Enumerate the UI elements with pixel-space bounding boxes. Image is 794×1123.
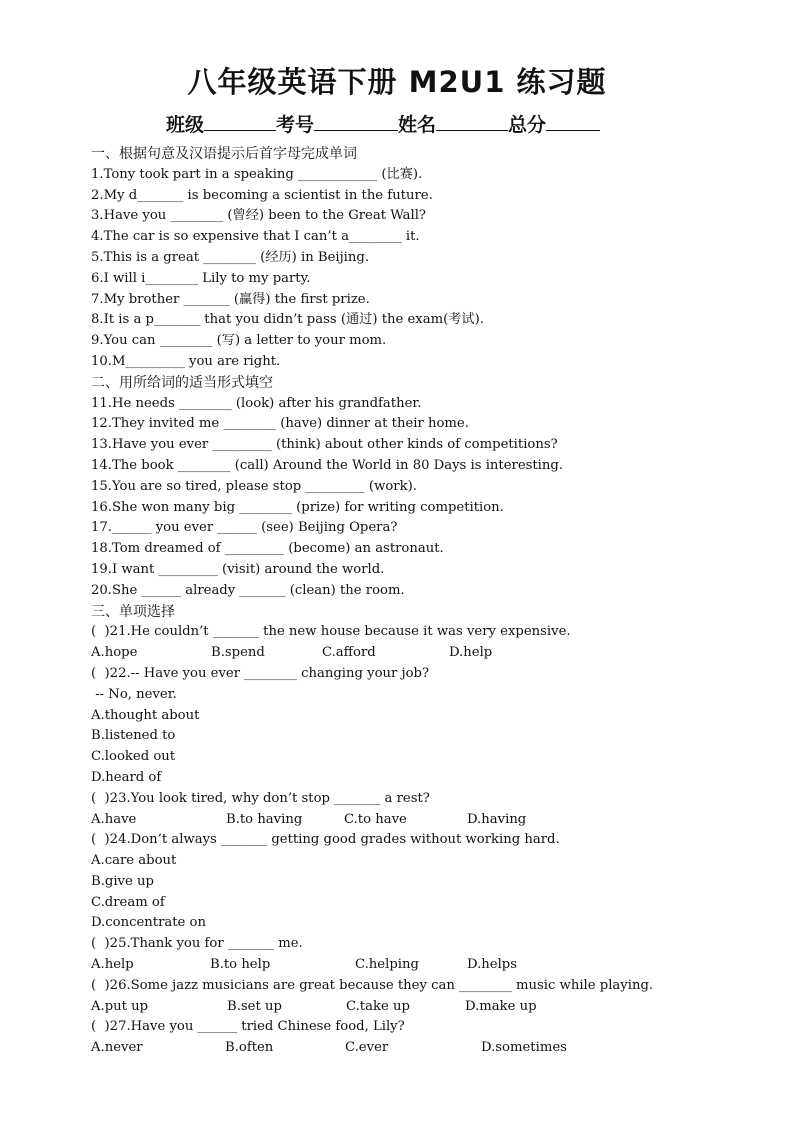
question-line: ( )26.Some jazz musicians are great because they can ________ music while playing.: [91, 977, 654, 993]
question-line: A.care about: [91, 853, 177, 869]
question-line: D.concentrate on: [91, 915, 206, 931]
question-line: 16.She won many big ________ (prize) for writing competition.: [91, 499, 504, 515]
question-line: 7.My brother _______ (赢得) the first prize.: [91, 291, 370, 307]
class-label: 班级: [166, 114, 205, 136]
exercise-content: [91, 144, 771, 1059]
answer-option: B.spend: [211, 645, 265, 661]
page-title: 八年级英语下册 M2U1 练习题: [187, 65, 607, 99]
answer-option: D.sometimes: [481, 1040, 567, 1056]
name-blank: [436, 111, 508, 131]
section-heading: 三、单项选择: [91, 603, 175, 620]
question-line: D.heard of: [91, 769, 162, 785]
score-blank: [546, 111, 600, 131]
question-line: B.give up: [91, 873, 154, 889]
question-line: ( )23.You look tired, why don’t stop _______ a rest?: [91, 790, 430, 806]
question-line: 6.I will i________ Lily to my party.: [91, 270, 311, 286]
question-line: 12.They invited me ________ (have) dinner at their home.: [91, 416, 469, 432]
answer-option: A.help: [91, 957, 134, 973]
answer-option: A.have: [91, 811, 137, 827]
question-line: 1.Tony took part in a speaking ____________ (比赛).: [91, 166, 423, 182]
question-line: C.looked out: [91, 749, 176, 765]
class-blank: [204, 111, 276, 131]
answer-option: C.ever: [345, 1040, 389, 1056]
answer-option: C.to have: [344, 811, 407, 827]
answer-option: C.helping: [355, 957, 419, 973]
answer-option: C.take up: [346, 998, 410, 1014]
answer-options: [91, 955, 771, 976]
section-heading: 一、根据句意及汉语提示后首字母完成单词: [91, 146, 357, 162]
question-line: C.dream of: [91, 894, 165, 910]
answer-option: A.hope: [91, 645, 138, 661]
answer-options: [91, 810, 771, 831]
number-blank: [314, 111, 398, 131]
question-line: 2.My d_______ is becoming a scientist in the future.: [91, 187, 433, 203]
question-line: 20.She ______ already _______ (clean) the room.: [91, 582, 405, 598]
question-line: 15.You are so tired, please stop _________ (work).: [91, 478, 417, 494]
question-line: 5.This is a great ________ (经历) in Beijing.: [91, 249, 370, 265]
question-line: A.thought about: [91, 707, 200, 723]
question-line: ( )25.Thank you for _______ me.: [91, 936, 303, 952]
question-line: 8.It is a p_______ that you didn’t pass (通过) the exam(考试).: [91, 312, 484, 328]
question-line: -- No, never.: [91, 686, 177, 702]
answer-option: B.to help: [210, 957, 271, 973]
question-line: 4.The car is so expensive that I can’t a________ it.: [91, 229, 420, 245]
question-line: 18.Tom dreamed of _________ (become) an astronaut.: [91, 541, 444, 557]
question-line: 19.I want _________ (visit) around the world.: [91, 561, 385, 577]
question-line: 10.M_________ you are right.: [91, 353, 281, 369]
answer-option: D.having: [467, 811, 527, 827]
question-line: 9.You can ________ (写) a letter to your mom.: [91, 333, 387, 349]
name-label: 姓名: [398, 114, 437, 136]
answer-option: C.afford: [322, 645, 376, 661]
question-line: 3.Have you ________ (曾经) been to the Great Wall?: [91, 208, 426, 224]
answer-option: D.make up: [465, 998, 537, 1014]
question-line: ( )21.He couldn’t _______ the new house because it was very expensive.: [91, 624, 571, 640]
answer-option: B.to having: [226, 811, 303, 827]
question-line: B.listened to: [91, 728, 176, 744]
score-label: 总分: [508, 114, 547, 136]
answer-options: [91, 643, 771, 664]
answer-option: A.put up: [91, 998, 149, 1014]
answer-option: D.help: [449, 645, 493, 661]
answer-option: D.helps: [467, 957, 518, 973]
number-label: 考号: [276, 114, 315, 136]
question-line: ( )24.Don’t always _______ getting good grades without working hard.: [91, 832, 560, 848]
student-info-line: [166, 110, 686, 137]
question-line: ( )27.Have you ______ tried Chinese food, Lily?: [91, 1019, 405, 1035]
answer-options: [91, 1038, 771, 1059]
question-line: 14.The book ________ (call) Around the World in 80 Days is interesting.: [91, 457, 564, 473]
section-heading: 二、用所给词的适当形式填空: [91, 374, 273, 391]
answer-option: A.never: [91, 1040, 143, 1056]
question-line: 11.He needs ________ (look) after his grandfather.: [91, 395, 422, 411]
question-line: ( )22.-- Have you ever ________ changing your job?: [91, 665, 430, 681]
answer-option: B.often: [225, 1040, 274, 1056]
answer-options: [91, 997, 771, 1018]
question-line: 17.______ you ever ______ (see) Beijing Opera?: [91, 520, 398, 536]
answer-option: B.set up: [227, 998, 282, 1014]
question-line: 13.Have you ever _________ (think) about other kinds of competitions?: [91, 437, 558, 453]
